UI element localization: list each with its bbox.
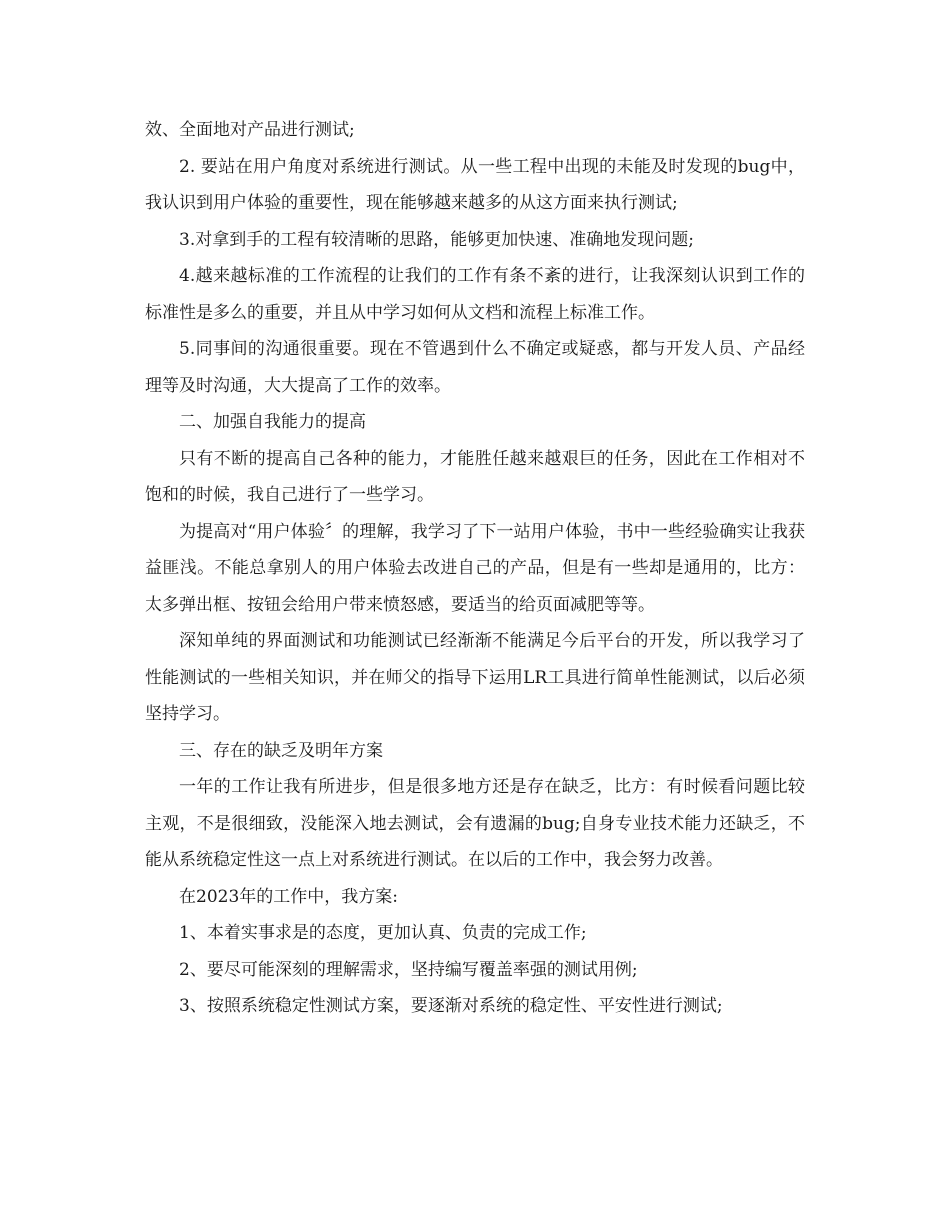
section-heading-2: 二、加强自我能力的提高 [179,412,366,432]
paragraph-item-3: 3.对拿到手的工程有较清晰的思路，能够更加快速、准确地发现问题; [179,229,694,250]
plan-item-3: 3、按照系统稳定性测试方案，要逐渐对系统的稳定性、平安性进行测试; [179,996,723,1016]
plan-item-1: 1、本着实事求是的态度，更加认真、负责的完成工作; [179,923,587,943]
paragraph-shortcomings: 一年的工作让我有所进步，但是很多地方还是存在缺乏，比方：有时候看问题比较主观，不是很细致，没能深入地去测试，会有遗漏的bug;自身专业技术能力还缺乏，不能从系统稳定性这一点上对系统进行测试。在以后的工作中，我会努力改善。 [145,777,805,870]
paragraph-item-2: 2. 要站在用户角度对系统进行测试。从一些工程中出现的未能及时发现的bug中，我认识到用户体验的重要性，现在能够越来越多的从这方面来执行测试; [145,156,805,213]
document-body [145,112,805,1025]
paragraph-user-experience: 为提高对“用户体验〞的理解，我学习了下一站用户体验，书中一些经验确实让我获益匪浅。不能总拿别人的用户体验去改进自己的产品，但是有一些却是通用的，比方：太多弹出框、按钮会给用户带来愤怒感，要适当的给页面减肥等等。 [145,521,805,615]
section-heading-3: 三、存在的缺乏及明年方案 [179,740,383,761]
paragraph-item-5: 5.同事间的沟通很重要。现在不管遇到什么不确定或疑惑，都与开发人员、产品经理等及时沟通，大大提高了工作的效率。 [145,339,805,396]
paragraph-continuation: 效、全面地对产品进行测试; [145,120,355,140]
plan-item-2: 2、要尽可能深刻的理解需求，坚持编写覆盖率强的测试用例; [179,959,638,980]
paragraph-plan-intro: 在2023年的工作中，我方案: [179,886,398,907]
paragraph-item-4: 4.越来越标准的工作流程的让我们的工作有条不紊的进行，让我深刻认识到工作的标准性是多么的重要，并且从中学习如何从文档和流程上标准工作。 [145,266,805,323]
paragraph-self-improvement: 只有不断的提高自己各种的能力，才能胜任越来越艰巨的任务，因此在工作相对不饱和的时候，我自己进行了一些学习。 [145,448,805,505]
paragraph-performance-testing: 深知单纯的界面测试和功能测试已经渐渐不能满足今后平台的开发，所以我学习了性能测试的一些相关知识，并在师父的指导下运用LR工具进行简单性能测试，以后必须坚持学习。 [145,631,805,724]
